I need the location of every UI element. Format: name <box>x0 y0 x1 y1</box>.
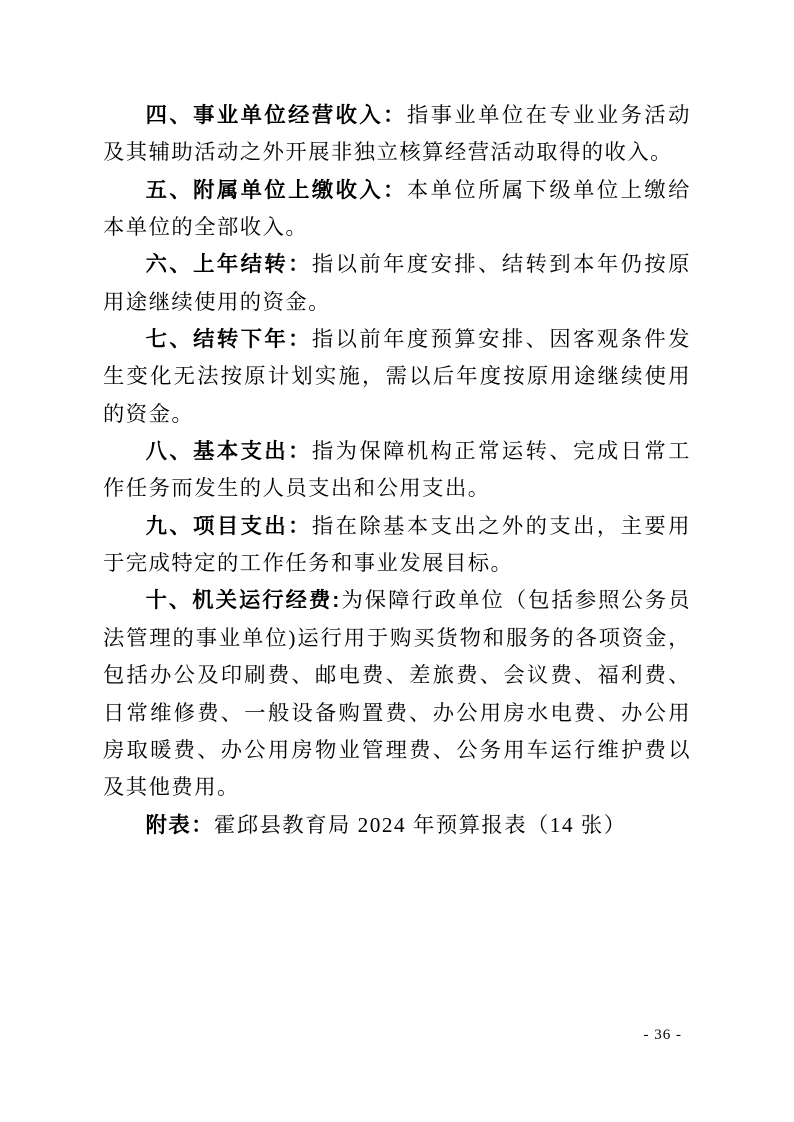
line-text: 于完成特定的工作任务和事业发展目标。 <box>103 551 514 576</box>
paragraph-line <box>103 358 691 395</box>
paragraph-line <box>103 433 691 470</box>
line-text: 包括办公及印刷费、邮电费、差旅费、会议费、福利费、 <box>103 663 691 688</box>
line-text: 指在除基本支出之外的支出，主要用 <box>311 513 691 538</box>
term-label: 九、项目支出： <box>145 513 312 538</box>
line-text: 指事业单位在专业业务活动 <box>406 103 691 127</box>
paragraph-line <box>103 396 691 433</box>
paragraph-line <box>103 97 691 134</box>
paragraph-line <box>103 470 691 507</box>
paragraph-line <box>103 732 691 769</box>
line-text: 日常维修费、一般设备购置费、办公用房水电费、办公用 <box>103 700 691 725</box>
line-text: 指以前年度安排、结转到本年仍按原 <box>311 252 691 277</box>
paragraph-line <box>103 321 691 358</box>
paragraph-line <box>103 657 691 694</box>
paragraph-line <box>103 695 691 732</box>
paragraph-line <box>103 172 691 209</box>
paragraph-line <box>103 620 691 657</box>
page-number: - 36 - <box>643 1027 682 1043</box>
line-text: 指为保障机构正常运转、完成日常工 <box>311 439 691 464</box>
term-label: 六、上年结转： <box>145 252 312 277</box>
paragraph-line <box>103 769 691 806</box>
line-text: 房取暖费、办公用房物业管理费、公务用车运行维护费以 <box>103 737 691 762</box>
term-label: 附表： <box>145 812 214 837</box>
paragraph-line <box>103 545 691 582</box>
document-body <box>103 97 691 844</box>
paragraph-line <box>103 284 691 321</box>
line-text: 及其他费用。 <box>103 775 240 800</box>
line-text: 法管理的事业单位)运行用于购买货物和服务的各项资金， <box>103 625 691 650</box>
paragraph-line <box>103 508 691 545</box>
paragraph-line <box>103 134 691 171</box>
line-text: 及其辅助活动之外开展非独立核算经营活动取得的收入。 <box>103 140 673 165</box>
term-label: 四、事业单位经营收入： <box>145 103 407 127</box>
term-label: 十、机关运行经费: <box>145 588 341 613</box>
line-text: 作任务而发生的人员支出和公用支出。 <box>103 476 491 501</box>
line-text: 本单位所属下级单位上缴给 <box>406 177 691 202</box>
term-label: 五、附属单位上缴收入： <box>145 177 407 202</box>
attachment-note-line <box>103 807 691 844</box>
line-text: 生变化无法按原计划实施，需以后年度按原用途继续使用 <box>103 364 691 389</box>
line-text: 指以前年度预算安排、因客观条件发 <box>311 327 691 352</box>
term-label: 七、结转下年： <box>145 327 312 352</box>
line-text: 用途继续使用的资金。 <box>103 289 331 314</box>
line-text: 的资金。 <box>103 401 195 426</box>
line-text: 为保障行政单位（包括参照公务员 <box>340 588 691 613</box>
line-text: 本单位的全部收入。 <box>103 215 309 240</box>
paragraph-line <box>103 582 691 619</box>
paragraph-line <box>103 246 691 283</box>
term-label: 八、基本支出： <box>145 439 312 464</box>
paragraph-line <box>103 209 691 246</box>
line-text: 霍邱县教育局 2024 年预算报表（14 张） <box>214 812 627 837</box>
